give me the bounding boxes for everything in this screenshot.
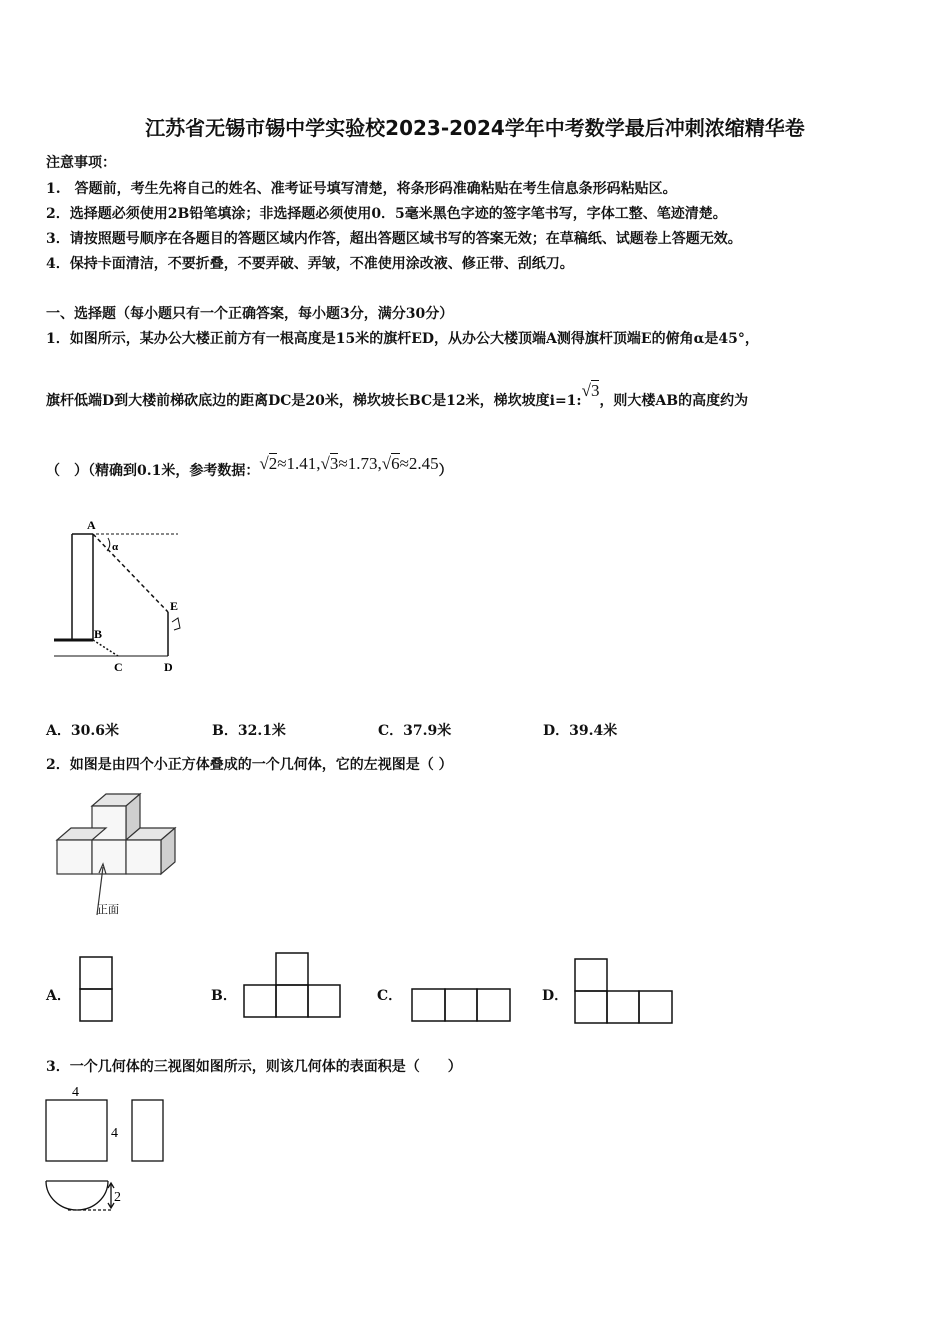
- q2-option-d[interactable]: D．: [542, 988, 569, 1004]
- q2-text: 2．如图是由四个小正方体叠成的一个几何体，它的左视图是（ ）: [46, 757, 453, 773]
- approx-2: ≈1.73,: [338, 454, 382, 473]
- radical-sign: √: [320, 454, 330, 473]
- radical-sign: √: [381, 454, 392, 473]
- radicand-6: 6: [391, 454, 400, 473]
- q1-option-d[interactable]: D．39.4米: [543, 723, 618, 739]
- radicand-2: 2: [268, 454, 278, 473]
- q2-option-c[interactable]: C．: [377, 988, 403, 1004]
- label-b: B: [94, 627, 103, 641]
- q2-option-a[interactable]: A．: [46, 988, 71, 1004]
- section-heading: 一、选择题（每小题只有一个正确答案，每小题3分，满分30分）: [46, 306, 454, 322]
- q2-option-b[interactable]: B．: [211, 988, 237, 1004]
- q1-line2-part1: 旗杆低端D到大楼前梯砍底边的距离DC是20米，梯坎坡长BC是12米，梯坎坡度i=1:: [46, 393, 582, 409]
- q1-option-b[interactable]: B．32.1米: [212, 723, 286, 739]
- q1-line1: 1．如图所示，某办公大楼正前方有一根高度是15米的旗杆ED，从办公大楼顶端A测得旗杆顶端E的俯角α是45°，: [46, 331, 759, 347]
- notice-heading: 注意事项：: [46, 155, 116, 171]
- q1-line3-part1: （ ）（精确到0.1米，参考数据：: [46, 463, 260, 479]
- radicand-3: 3: [329, 454, 339, 473]
- radical-sign: √: [581, 381, 591, 400]
- label-a: A: [87, 518, 96, 532]
- notice-item-2: 2．选择题必须使用2B铅笔填涂；非选择题必须使用0．5毫米黑色字迹的签字笔书写，字体工整、笔迹清楚。: [46, 206, 727, 222]
- approx-1: ≈1.41,: [277, 454, 321, 473]
- label-c: C: [114, 660, 123, 674]
- front-view-label: 正面: [97, 904, 119, 916]
- radicand: 3: [590, 381, 600, 400]
- approx-3: ≈2.45: [399, 454, 439, 473]
- q3-text: 3．一个几何体的三视图如图所示，则该几何体的表面积是（ ）: [46, 1059, 462, 1075]
- label-alpha: α: [112, 541, 119, 553]
- top-width-label: 4: [72, 1085, 79, 1100]
- q1-line2-part2: ，则大楼AB的高度约为: [599, 393, 749, 409]
- radical-sign: √: [259, 454, 269, 473]
- q1-option-c[interactable]: C．37.9米: [378, 723, 452, 739]
- notice-item-3: 3．请按照题号顺序在各题目的答题区域内作答，超出答题区域书写的答案无效；在草稿纸、试题卷上答题无效。: [46, 231, 742, 247]
- notice-item-1: 1. 答题前，考生先将自己的姓名、准考证号填写清楚，将条形码准确粘贴在考生信息条形码粘贴区。: [46, 181, 677, 197]
- depth-label: 2: [114, 1190, 121, 1205]
- q1-line3-part2: ）: [438, 463, 453, 479]
- notice-item-4: 4．保持卡面清洁，不要折叠，不要弄破、弄皱，不准使用涂改液、修正带、刮纸刀。: [46, 256, 574, 272]
- label-e: E: [170, 599, 179, 613]
- page-title: 江苏省无锡市锡中学实验校2023-2024学年中考数学最后冲刺浓缩精华卷: [145, 116, 805, 140]
- q1-option-a[interactable]: A．30.6米: [46, 723, 119, 739]
- height-label: 4: [111, 1126, 118, 1141]
- label-d: D: [164, 660, 173, 674]
